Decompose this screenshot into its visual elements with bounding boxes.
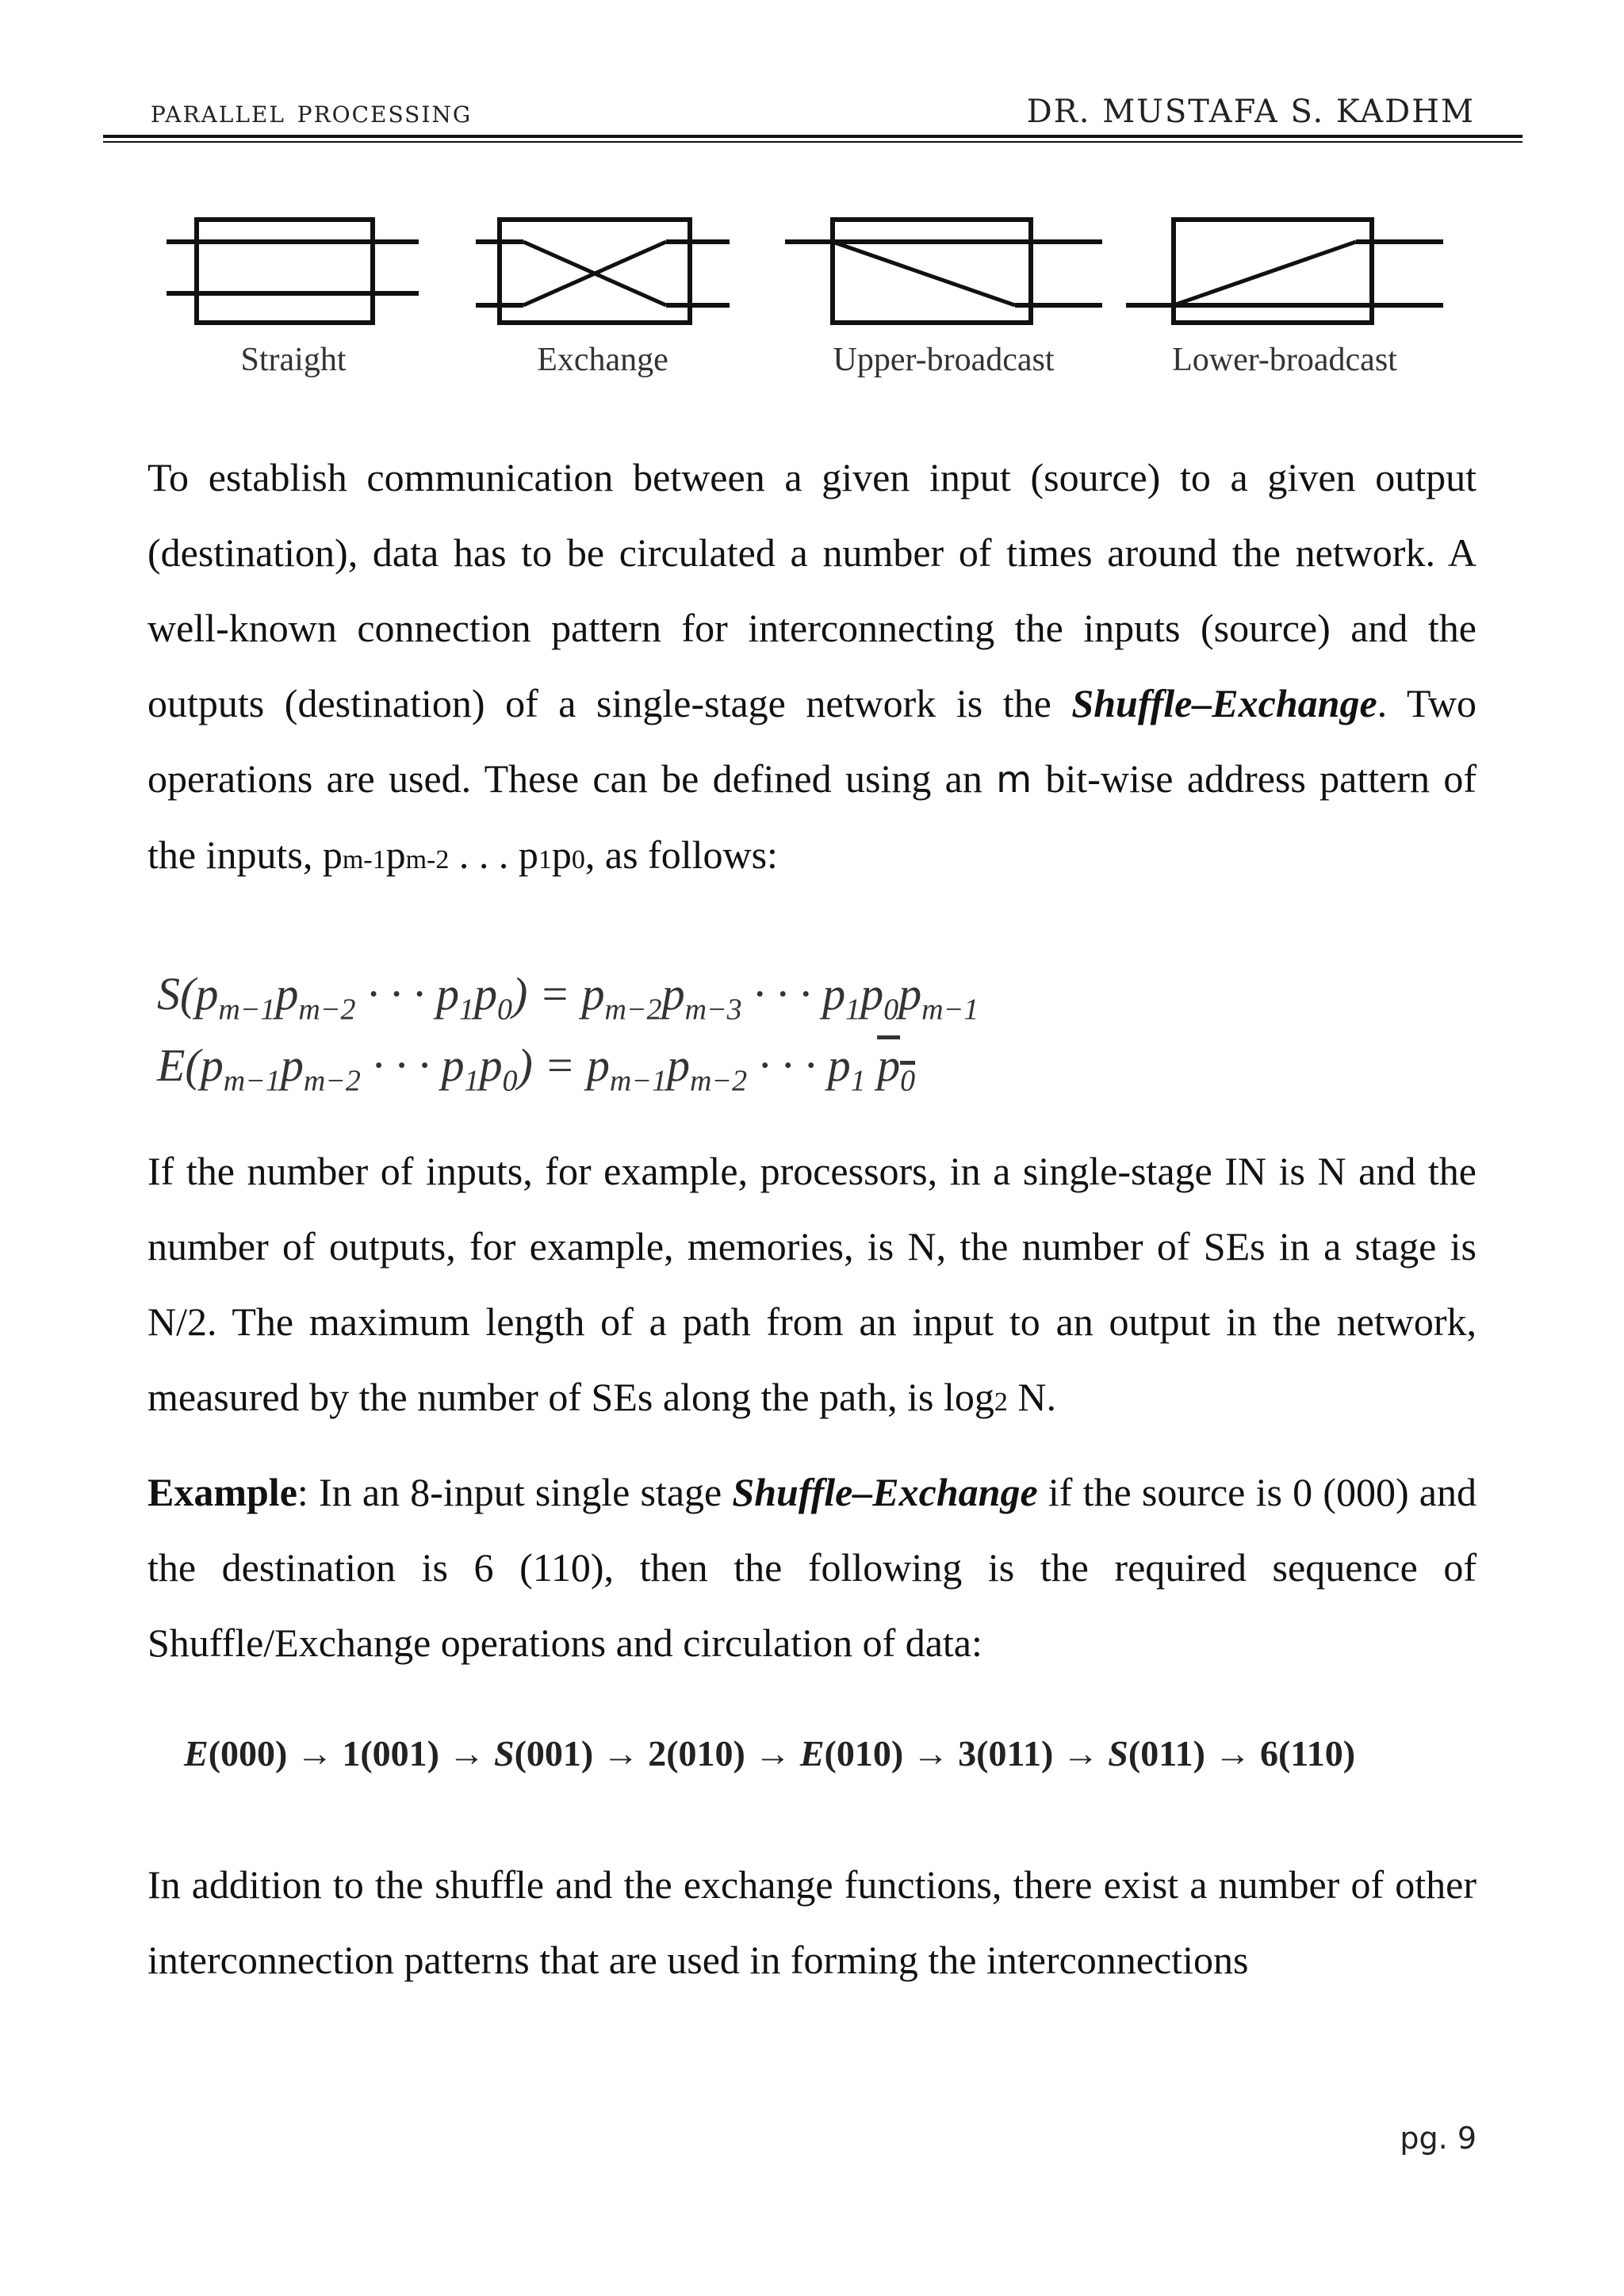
seq-op-2: S xyxy=(493,1733,515,1774)
example-paragraph: Example: In an 8-input single stage Shuffle–Exchange if the source is 0 (000) and the destination is 6 (110), then the following is the required sequence of Shuffle/Exchange operations and circulation of data: xyxy=(147,1470,1477,1665)
header-author: DR. MUSTAFA S. KADHM xyxy=(1026,94,1475,130)
switch-lower-broadcast xyxy=(1126,202,1443,378)
addr-dots: . . . p xyxy=(449,832,538,877)
switch-upper-broadcast xyxy=(785,202,1102,378)
seq-val-3: 3(011) xyxy=(958,1733,1054,1774)
bit-count-m: m xyxy=(996,758,1032,801)
addr-sub-0: 0 xyxy=(571,845,585,874)
intro-text-end: , as follows: xyxy=(584,832,778,877)
upper-broadcast-diagram xyxy=(785,202,1102,337)
switch-exchange xyxy=(476,202,730,378)
header-rule xyxy=(103,135,1522,138)
seq-val-1: 1(001) xyxy=(342,1733,439,1774)
page-number: pg. 9 xyxy=(1400,2121,1477,2156)
addr-sub-1: 1 xyxy=(538,845,552,874)
seq-op-1: E xyxy=(184,1733,209,1774)
addr-p4: p xyxy=(551,832,572,877)
addr-p2: p xyxy=(385,832,406,877)
lower-broadcast-diagram xyxy=(1126,202,1443,337)
intro-paragraph xyxy=(147,440,1477,897)
example-term: Shuffle–Exchange xyxy=(732,1470,1038,1514)
shuffle-formula: $S(p_{m-1}p_{m-2}$ · · · $p_1p_0) = p_{m-2}p_{m-3}$ · · · $p_1p_0p_{m-1}$ xyxy=(157,968,979,1027)
term-shuffle-exchange: Shuffle–Exchange xyxy=(1071,681,1377,725)
seq-val-2: 2(010) xyxy=(648,1733,745,1774)
log-subscript: 2 xyxy=(994,1387,1008,1417)
header-course-title: parallel processing xyxy=(151,94,473,130)
caption-lower-broadcast: Lower-broadcast xyxy=(1172,342,1397,378)
seq-op-3: E xyxy=(799,1733,825,1774)
switch-settings-figure xyxy=(167,202,1451,392)
exchange-formula: $E(p_{m-1}p_{m-2}$ · · · $p_1p_0) = p_{m-1}p_{m-2}$ · · · $p_1$ $p_0$ xyxy=(157,1039,916,1098)
addition-paragraph: In addition to the shuffle and the exchange functions, there exist a number of other interconnection patterns that are used in forming the interconnections xyxy=(147,1862,1477,1982)
addr-sub-m1: m-1 xyxy=(342,845,386,874)
caption-upper-broadcast: Upper-broadcast xyxy=(833,342,1055,378)
switch-straight xyxy=(167,202,420,378)
intro-text-after: bit-wise address pattern of the inputs, p xyxy=(147,756,1477,877)
operation-sequence: E(000) → 1(001) → S(001) → 2(010) → E(010) → 3(011) → S(011) → 6(110) xyxy=(184,1733,1356,1774)
exchange-diagram xyxy=(476,202,730,337)
header-rule-thin xyxy=(103,141,1522,143)
example-label: Example xyxy=(147,1470,297,1514)
intro-text: To establish communication between a given input (source) to a given output (destination), data has to be circulated a number of times around the network. A well-known connection pattern for interconnecting the inputs (source) and the outputs (destination) of a single-stage network is the xyxy=(147,455,1477,725)
addr-sub-m2: m-2 xyxy=(405,845,450,874)
seq-val-4: 6(110) xyxy=(1259,1733,1356,1774)
seq-op-4: S xyxy=(1108,1733,1128,1774)
straight-diagram xyxy=(167,202,420,337)
caption-straight: Straight xyxy=(240,342,347,378)
caption-exchange: Exchange xyxy=(537,342,668,378)
page-header xyxy=(103,94,1522,138)
intro-text-mid: . Two operations are used. These can be defined using an xyxy=(147,681,1477,801)
network-size-paragraph: If the number of inputs, for example, processors, in a single-stage IN is N and the number of outputs, for example, memories, is N, the number of SEs in a stage is N/2. The maximum length of a path from an input to an output in the network, measured by the number of SEs along the path, is log2 N. xyxy=(147,1149,1477,1419)
